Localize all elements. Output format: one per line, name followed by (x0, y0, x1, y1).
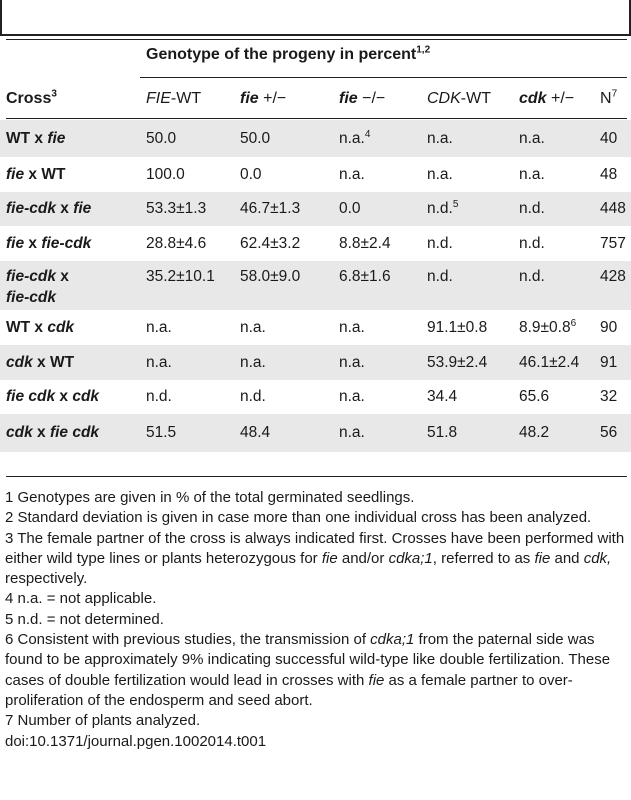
column-header-n (600, 90, 617, 108)
column-header-italic: CDK (427, 90, 461, 107)
footnote-text: from the paternal side was found to be approximately 9% indicating successful wild-type like double fertilization. These cases of double fertilization would lead in crosses with (5, 631, 611, 689)
header-group-rule (140, 77, 627, 78)
footnote (5, 711, 629, 731)
column-header-fie_het (240, 90, 286, 108)
cross-genotype: cdk (6, 354, 33, 371)
cell-value: 53.3±1.3 (146, 200, 207, 217)
footnote-text: cdka;1 (388, 549, 433, 567)
value-cell-fie_wt (146, 164, 185, 185)
cell-value: 35.2±10.1 (146, 268, 215, 285)
footnote-text: fie (534, 549, 551, 567)
cross-text: WT x (6, 130, 48, 147)
value-cell-fie_wt (146, 266, 215, 287)
cross-genotype: fie cdk (6, 388, 56, 405)
value-cell-cdk_wt (427, 164, 453, 185)
cell-value: 6.8±1.6 (339, 268, 391, 285)
footnote-text: cdka;1 (370, 631, 415, 649)
cell-value: n.d. (427, 200, 453, 217)
cross-genotype: fie-cdk (6, 268, 56, 285)
cell-value: n.a. (146, 354, 172, 371)
value-cell-cdk_het (519, 266, 545, 287)
footnote-text: 4 n.a. = not applicable. (5, 590, 157, 608)
value-cell-fie_hom (339, 233, 391, 254)
header-title-text: Genotype of the progeny in percent (146, 46, 417, 63)
value-cell-fie_het (240, 317, 266, 338)
column-header-text: +/− (258, 90, 287, 107)
cross-text: x (32, 424, 50, 441)
cell-value: 34.4 (427, 388, 458, 405)
cross-text: x WT (24, 166, 66, 183)
footnote-text: as a female partner to over-proliferation of the endosperm and seed abort. (5, 671, 573, 709)
footnote (5, 589, 629, 609)
column-header-bold: cdk (519, 90, 547, 107)
footnote-text: 7 Number of plants analyzed. (5, 712, 201, 730)
cell-value: 53.9±2.4 (427, 354, 488, 371)
value-cell-fie_het (240, 198, 300, 219)
cell-value: 0.0 (240, 166, 262, 183)
value-cell-cdk_wt (427, 128, 453, 149)
value-cell-fie_wt (146, 386, 172, 407)
table-row (0, 345, 631, 380)
value-cell-fie_hom (339, 266, 391, 287)
cross-genotype: fie cdk (49, 424, 100, 441)
value-cell-fie_wt (146, 233, 206, 254)
footnote-text: fie (321, 549, 338, 567)
cell-value: 65.6 (519, 388, 550, 405)
value-cell-cdk_het (519, 164, 545, 185)
footnote-text: 1 Genotypes are given in % of the total germinated seedlings. (5, 489, 415, 506)
cell-value: 40 (600, 130, 618, 147)
column-header-italic: FIE (146, 90, 171, 107)
cell-value: n.a. (339, 424, 365, 441)
cell-value: n.a. (339, 130, 365, 147)
cross-text: x (24, 235, 42, 252)
value-cell-cdk_wt (427, 422, 457, 443)
cell-value: n.d. (146, 388, 172, 405)
value-cell-fie_hom (339, 128, 370, 149)
cell-value: 32 (600, 388, 618, 405)
column-header-text: -WT (460, 90, 491, 107)
cell-value: 8.9±0.8 (519, 319, 571, 336)
cell-value: 46.7±1.3 (240, 200, 301, 217)
cross-cell (6, 422, 99, 443)
cross-genotype: fie (6, 166, 25, 183)
cell-value: 48 (600, 166, 618, 183)
value-cell-cdk_het (519, 386, 549, 407)
column-header-bold: fie (240, 90, 259, 107)
footnote-list (5, 488, 629, 732)
cross-cell (6, 128, 65, 149)
value-cell-cdk_het (519, 317, 576, 338)
value-cell-n (600, 386, 617, 407)
cross-genotype: cdk (47, 319, 75, 336)
cross-cell (6, 233, 91, 254)
value-cell-fie_wt (146, 422, 176, 443)
table-row (0, 310, 631, 345)
cross-cell (6, 164, 65, 185)
value-cell-fie_wt (146, 128, 176, 149)
cross-cell (6, 198, 91, 219)
column-header-sup: 7 (611, 88, 618, 100)
doi: doi:10.1371/journal.pgen.1002014.t001 (5, 732, 267, 750)
cell-value: n.a. (519, 130, 545, 147)
cell-value: n.a. (427, 166, 453, 183)
column-header-text: -WT (170, 90, 202, 107)
value-cell-cdk_wt (427, 352, 487, 373)
value-cell-fie_hom (339, 317, 365, 338)
cross-text: x (55, 200, 74, 217)
value-cell-n (600, 198, 626, 219)
top-frame (0, 0, 631, 36)
table-bottom-rule (6, 476, 627, 477)
cross-text: WT x (6, 319, 48, 336)
value-cell-fie_hom (339, 198, 361, 219)
cell-value: 757 (600, 235, 626, 252)
header-title-sup: 1,2 (416, 44, 431, 56)
cell-value: n.d. (427, 235, 453, 252)
footnotes (5, 488, 629, 752)
column-header-cdk_wt (427, 90, 491, 108)
cross-genotype: fie-cdk (6, 289, 56, 306)
cell-value: 28.8±4.6 (146, 235, 207, 252)
value-cell-fie_wt (146, 352, 172, 373)
value-cell-fie_het (240, 422, 270, 443)
value-cell-fie_het (240, 386, 266, 407)
value-cell-cdk_het (519, 422, 549, 443)
table-row (0, 261, 631, 310)
value-cell-cdk_wt (427, 266, 453, 287)
value-cell-n (600, 128, 617, 149)
cell-value: 48.2 (519, 424, 550, 441)
value-cell-cdk_wt (427, 198, 458, 219)
cell-value: 50.0 (146, 130, 177, 147)
cell-value: n.a. (427, 130, 453, 147)
column-header-text: Cross (6, 90, 52, 107)
value-cell-fie_het (240, 352, 266, 373)
cell-value: n.a. (240, 319, 266, 336)
value-cell-fie_hom (339, 352, 365, 373)
column-header-sup: 3 (51, 88, 57, 100)
footnote (5, 488, 629, 508)
cell-value: n.a. (339, 319, 365, 336)
cross-cell (6, 386, 99, 407)
cell-value: 91.1±0.8 (427, 319, 488, 336)
header-title (146, 46, 430, 64)
column-header-fie_hom (339, 90, 385, 108)
cell-value: n.d. (427, 268, 453, 285)
value-cell-fie_hom (339, 386, 365, 407)
cell-value: 51.8 (427, 424, 458, 441)
cell-value: 62.4±3.2 (240, 235, 301, 252)
cross-cell (6, 317, 74, 338)
cross-genotype: fie (6, 235, 25, 252)
value-cell-n (600, 164, 617, 185)
footnote-text: and/or (337, 549, 389, 567)
value-cell-cdk_het (519, 128, 545, 149)
footnote-ref: 4 (364, 128, 371, 140)
footnote (5, 610, 629, 630)
footnote-ref: 6 (570, 317, 577, 329)
column-header-fie_wt (146, 90, 201, 108)
footnote-text: fie (368, 671, 385, 689)
cross-cell (6, 266, 69, 308)
cell-value: n.d. (519, 268, 545, 285)
cell-value: 58.0±9.0 (240, 268, 301, 285)
cell-value: 448 (600, 200, 626, 217)
cell-value: n.a. (146, 319, 172, 336)
cross-genotype: cdk (72, 388, 100, 405)
cell-value: 56 (600, 424, 618, 441)
column-header-cdk_het (519, 90, 574, 108)
value-cell-n (600, 317, 617, 338)
cell-value: 428 (600, 268, 626, 285)
cell-value: 46.1±2.4 (519, 354, 580, 371)
cell-value: 90 (600, 319, 618, 336)
table-top-rule (6, 39, 627, 40)
cell-value: 91 (600, 354, 618, 371)
column-header-cross (6, 90, 57, 108)
cell-value: n.d. (519, 235, 545, 252)
value-cell-cdk_het (519, 198, 545, 219)
cell-value: n.a. (339, 166, 365, 183)
value-cell-fie_wt (146, 198, 206, 219)
cross-text: x WT (32, 354, 75, 371)
column-header-bold: fie (339, 90, 358, 107)
cell-value: n.a. (339, 388, 365, 405)
table-row (0, 380, 631, 414)
cell-value: 100.0 (146, 166, 185, 183)
value-cell-fie_het (240, 128, 270, 149)
cell-value: 48.4 (240, 424, 271, 441)
value-cell-cdk_het (519, 233, 545, 254)
cross-genotype: fie-cdk (6, 200, 56, 217)
footnote-text: , referred to as (432, 549, 535, 567)
cell-value: n.d. (240, 388, 266, 405)
header-bottom-rule (6, 118, 627, 119)
cross-genotype: fie (47, 130, 66, 147)
value-cell-cdk_het (519, 352, 579, 373)
value-cell-n (600, 352, 617, 373)
column-header-text: −/− (357, 90, 386, 107)
cross-cell (6, 352, 74, 373)
cell-value: n.a. (519, 166, 545, 183)
footnote-text: cdk, (583, 549, 612, 567)
value-cell-fie_wt (146, 317, 172, 338)
value-cell-fie_het (240, 266, 300, 287)
cross-genotype: fie (73, 200, 92, 217)
value-cell-fie_het (240, 164, 262, 185)
footnote-text: and (550, 549, 584, 567)
cross-text: x (55, 388, 73, 405)
cross-text: x (55, 268, 69, 285)
column-header-text: N (600, 90, 612, 107)
footnote-text: 6 Consistent with previous studies, the transmission of (5, 631, 371, 649)
value-cell-cdk_wt (427, 233, 453, 254)
footnote (5, 529, 629, 590)
value-cell-cdk_wt (427, 317, 487, 338)
footnote (5, 508, 629, 528)
value-cell-cdk_wt (427, 386, 457, 407)
table-row (0, 226, 631, 261)
value-cell-n (600, 233, 626, 254)
cell-value: n.a. (339, 354, 365, 371)
footnote-text: respectively. (5, 570, 88, 588)
value-cell-fie_het (240, 233, 300, 254)
column-header-text: +/− (546, 90, 575, 107)
cell-value: n.d. (519, 200, 545, 217)
footnote-text: 5 n.d. = not determined. (5, 610, 164, 628)
cross-genotype: cdk (6, 424, 33, 441)
footnote-text: 3 The female partner of the cross is always indicated first. Crosses have been performed with either wild type lines or plants heterozygous for (5, 529, 625, 567)
value-cell-fie_hom (339, 422, 365, 443)
value-cell-fie_hom (339, 164, 365, 185)
table-row (0, 120, 631, 157)
cell-value: 0.0 (339, 200, 361, 217)
footnote-text: 2 Standard deviation is given in case more than one individual cross has been analyzed. (5, 509, 592, 527)
footnote-ref: 5 (452, 198, 459, 210)
table-row (0, 157, 631, 192)
value-cell-n (600, 422, 617, 443)
table-row (0, 192, 631, 226)
cell-value: 8.8±2.4 (339, 235, 391, 252)
cell-value: n.a. (240, 354, 266, 371)
footnote (5, 630, 629, 711)
table-row (0, 414, 631, 452)
cross-genotype: fie-cdk (41, 235, 92, 252)
cell-value: 51.5 (146, 424, 177, 441)
cell-value: 50.0 (240, 130, 271, 147)
value-cell-n (600, 266, 626, 287)
